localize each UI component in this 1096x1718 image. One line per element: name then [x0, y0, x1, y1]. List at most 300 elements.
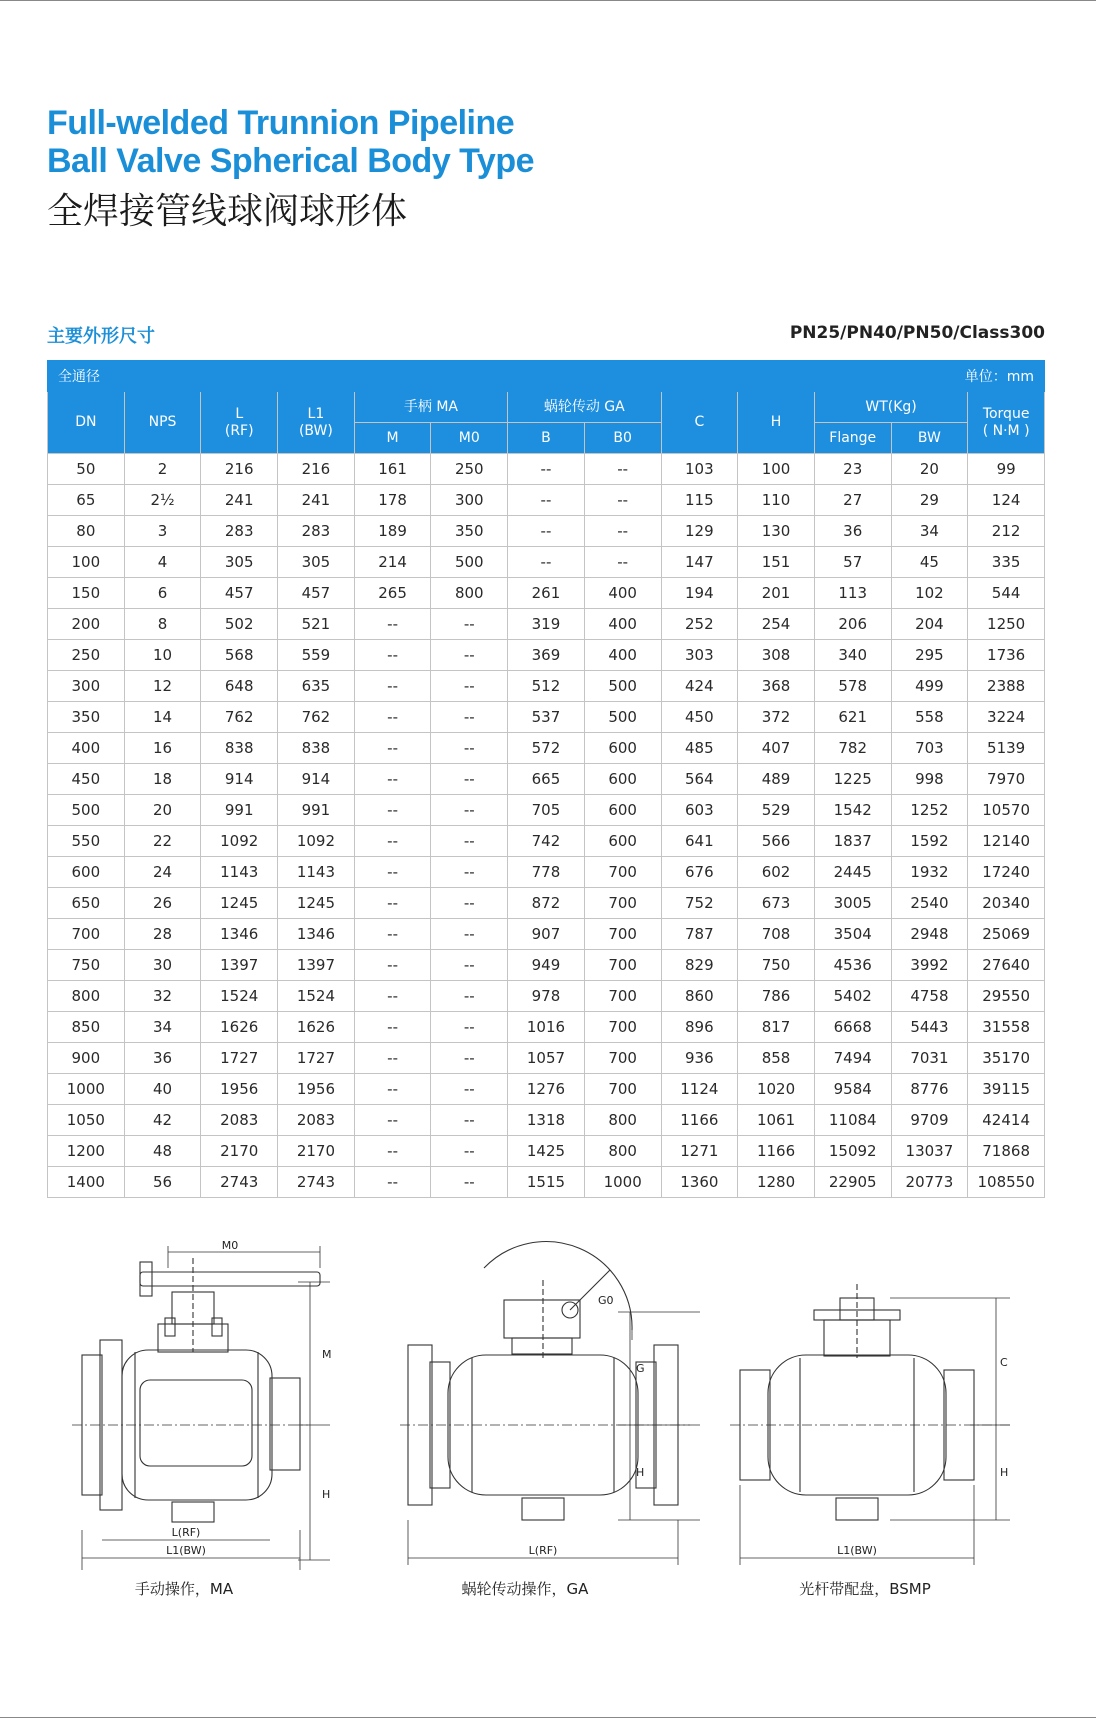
table-cell: --	[431, 981, 508, 1012]
table-row	[48, 857, 1045, 888]
table-cell: 3224	[968, 702, 1045, 733]
table-cell: --	[431, 1136, 508, 1167]
table-cell: 372	[738, 702, 815, 733]
table-cell: 283	[278, 516, 355, 547]
ma-label-m0: M0	[221, 1239, 239, 1252]
table-cell: 2948	[891, 919, 968, 950]
table-cell: --	[431, 702, 508, 733]
table-cell: --	[431, 826, 508, 857]
table-row	[48, 919, 1045, 950]
table-cell: 703	[891, 733, 968, 764]
ga-label-h: H	[636, 1466, 645, 1479]
table-cell: 1956	[278, 1074, 355, 1105]
table-cell: 907	[508, 919, 585, 950]
table-cell: 305	[201, 547, 278, 578]
table-cell: --	[508, 547, 585, 578]
table-cell: --	[354, 1105, 431, 1136]
bsmp-label-l1-bw: L1(BW)	[837, 1544, 877, 1557]
table-cell: 872	[508, 888, 585, 919]
table-cell: --	[584, 516, 661, 547]
table-cell: 1143	[278, 857, 355, 888]
table-cell: 20	[891, 454, 968, 485]
table-row	[48, 733, 1045, 764]
table-cell: 1166	[738, 1136, 815, 1167]
header-l-label: L	[235, 405, 244, 422]
table-cell: 1016	[508, 1012, 585, 1043]
table-cell: 261	[508, 578, 585, 609]
table-cell: 100	[738, 454, 815, 485]
table-cell: 115	[661, 485, 738, 516]
table-row	[48, 981, 1045, 1012]
table-cell: 18	[124, 764, 201, 795]
ga-label-g0: G0	[598, 1294, 614, 1307]
table-cell: 9709	[891, 1105, 968, 1136]
table-cell: 787	[661, 919, 738, 950]
table-cell: 1932	[891, 857, 968, 888]
table-cell: 1626	[278, 1012, 355, 1043]
table-cell: 600	[584, 764, 661, 795]
table-cell: 241	[201, 485, 278, 516]
table-cell: 700	[584, 1074, 661, 1105]
header-b: B	[508, 423, 585, 454]
table-cell: 5139	[968, 733, 1045, 764]
table-cell: 900	[48, 1043, 125, 1074]
table-row	[48, 485, 1045, 516]
table-row	[48, 1105, 1045, 1136]
table-cell: --	[431, 1012, 508, 1043]
table-cell: 500	[584, 671, 661, 702]
table-cell: 914	[278, 764, 355, 795]
table-cell: 2445	[814, 857, 891, 888]
table-cell: 110	[738, 485, 815, 516]
section-title: 主要外形尺寸	[47, 326, 155, 347]
table-row	[48, 702, 1045, 733]
table-cell: 22	[124, 826, 201, 857]
table-cell: 550	[48, 826, 125, 857]
table-row	[48, 1012, 1045, 1043]
header-bw: BW	[891, 423, 968, 454]
table-cell: 529	[738, 795, 815, 826]
table-cell: 15092	[814, 1136, 891, 1167]
table-cell: 368	[738, 671, 815, 702]
table-cell: 206	[814, 609, 891, 640]
table-cell: --	[431, 671, 508, 702]
table-cell: 1143	[201, 857, 278, 888]
table-cell: 991	[201, 795, 278, 826]
table-cell: --	[584, 485, 661, 516]
table-cell: 129	[661, 516, 738, 547]
table-cell: 1092	[278, 826, 355, 857]
table-cell: --	[354, 1167, 431, 1198]
table-cell: 40	[124, 1074, 201, 1105]
table-cell: 7031	[891, 1043, 968, 1074]
table-cell: --	[431, 609, 508, 640]
table-cell: 424	[661, 671, 738, 702]
table-cell: 283	[201, 516, 278, 547]
table-cell: 600	[584, 826, 661, 857]
table-cell: 603	[661, 795, 738, 826]
table-cell: 1252	[891, 795, 968, 826]
table-cell: 3005	[814, 888, 891, 919]
table-cell: 34	[891, 516, 968, 547]
table-cell: 991	[278, 795, 355, 826]
ma-label-h: H	[322, 1488, 331, 1501]
table-cell: 5443	[891, 1012, 968, 1043]
table-cell: 786	[738, 981, 815, 1012]
table-cell: 1592	[891, 826, 968, 857]
table-cell: 20773	[891, 1167, 968, 1198]
table-cell: 254	[738, 609, 815, 640]
table-cell: 65	[48, 485, 125, 516]
table-cell: 300	[48, 671, 125, 702]
table-cell: 742	[508, 826, 585, 857]
table-cell: 214	[354, 547, 431, 578]
table-cell: 1124	[661, 1074, 738, 1105]
table-cell: 500	[48, 795, 125, 826]
table-cell: 99	[968, 454, 1045, 485]
table-row	[48, 516, 1045, 547]
table-cell: 3504	[814, 919, 891, 950]
table-cell: 150	[48, 578, 125, 609]
table-cell: 978	[508, 981, 585, 1012]
title-line-2: Ball Valve Spherical Body Type	[47, 142, 535, 180]
table-cell: --	[354, 981, 431, 1012]
table-cell: 600	[48, 857, 125, 888]
table-cell: 300	[431, 485, 508, 516]
table-row	[48, 578, 1045, 609]
table-cell: 2540	[891, 888, 968, 919]
table-cell: 2743	[278, 1167, 355, 1198]
table-cell: --	[431, 795, 508, 826]
table-cell: 1727	[278, 1043, 355, 1074]
table-cell: 1727	[201, 1043, 278, 1074]
table-cell: 2½	[124, 485, 201, 516]
ga-caption: 蜗轮传动操作，GA	[461, 1580, 589, 1598]
table-row	[48, 454, 1045, 485]
table-cell: 521	[278, 609, 355, 640]
header-l1-sub: (BW)	[298, 422, 333, 439]
table-row	[48, 764, 1045, 795]
table-cell: 1276	[508, 1074, 585, 1105]
table-cell: 400	[584, 578, 661, 609]
table-cell: 252	[661, 609, 738, 640]
table-cell: 635	[278, 671, 355, 702]
table-cell: 800	[584, 1136, 661, 1167]
table-row	[48, 1136, 1045, 1167]
table-cell: 308	[738, 640, 815, 671]
table-cell: 800	[48, 981, 125, 1012]
table-cell: 838	[278, 733, 355, 764]
table-cell: 16	[124, 733, 201, 764]
table-cell: 1245	[278, 888, 355, 919]
table-cell: 194	[661, 578, 738, 609]
table-cell: 50	[48, 454, 125, 485]
table-cell: --	[431, 1167, 508, 1198]
header-l	[201, 392, 278, 454]
header-h: H	[738, 392, 815, 454]
table-cell: --	[354, 1012, 431, 1043]
table-cell: 537	[508, 702, 585, 733]
table-cell: 485	[661, 733, 738, 764]
table-cell: 676	[661, 857, 738, 888]
table-cell: 782	[814, 733, 891, 764]
table-cell: 36	[814, 516, 891, 547]
bsmp-label-h: H	[1000, 1466, 1009, 1479]
table-cell: 700	[584, 919, 661, 950]
header-l1	[278, 392, 355, 454]
table-cell: 265	[354, 578, 431, 609]
table-cell: 998	[891, 764, 968, 795]
table-cell: 2083	[278, 1105, 355, 1136]
table-cell: --	[431, 888, 508, 919]
bsmp-label-c: C	[1000, 1356, 1008, 1369]
table-cell: 512	[508, 671, 585, 702]
table-cell: 1360	[661, 1167, 738, 1198]
table-cell: 335	[968, 547, 1045, 578]
table-cell: 936	[661, 1043, 738, 1074]
table-cell: 26	[124, 888, 201, 919]
table-cell: --	[584, 454, 661, 485]
table-cell: 705	[508, 795, 585, 826]
table-cell: 762	[278, 702, 355, 733]
table-cell: 1837	[814, 826, 891, 857]
table-cell: 57	[814, 547, 891, 578]
table-cell: 665	[508, 764, 585, 795]
table-cell: 650	[48, 888, 125, 919]
table-cell: 7494	[814, 1043, 891, 1074]
top-border-line	[0, 0, 1096, 1]
table-cell: --	[431, 733, 508, 764]
table-row	[48, 888, 1045, 919]
table-cell: 1057	[508, 1043, 585, 1074]
table-cell: 1200	[48, 1136, 125, 1167]
header-nps: NPS	[124, 392, 201, 454]
table-cell: 500	[431, 547, 508, 578]
ma-label-l1-bw: L1(BW)	[166, 1544, 206, 1557]
table-cell: 1736	[968, 640, 1045, 671]
table-row	[48, 547, 1045, 578]
table-cell: 1956	[201, 1074, 278, 1105]
table-cell: 201	[738, 578, 815, 609]
table-cell: 600	[584, 795, 661, 826]
table-cell: 3	[124, 516, 201, 547]
table-cell: 250	[48, 640, 125, 671]
table-cell: 319	[508, 609, 585, 640]
table-row	[48, 950, 1045, 981]
table-cell: 1092	[201, 826, 278, 857]
bsmp-caption: 光杆带配盘，BSMP	[799, 1580, 931, 1598]
table-cell: 30	[124, 950, 201, 981]
bsmp-valve-drawing	[730, 1240, 1020, 1570]
table-cell: --	[354, 640, 431, 671]
table-cell: 1250	[968, 609, 1045, 640]
pressure-class-label: PN25/PN40/PN50/Class300	[789, 323, 1045, 343]
ga-valve-drawing	[400, 1240, 700, 1570]
table-cell: 23	[814, 454, 891, 485]
table-cell: 9584	[814, 1074, 891, 1105]
table-cell: 212	[968, 516, 1045, 547]
table-cell: 1397	[278, 950, 355, 981]
table-cell: 216	[278, 454, 355, 485]
table-cell: 12140	[968, 826, 1045, 857]
table-cell: 1626	[201, 1012, 278, 1043]
table-cell: 178	[354, 485, 431, 516]
table-cell: 673	[738, 888, 815, 919]
table-cell: 457	[278, 578, 355, 609]
table-cell: 20340	[968, 888, 1045, 919]
table-cell: 700	[584, 981, 661, 1012]
table-cell: 1271	[661, 1136, 738, 1167]
table-row	[48, 795, 1045, 826]
table-cell: 1542	[814, 795, 891, 826]
table-cell: --	[354, 795, 431, 826]
table-cell: 113	[814, 578, 891, 609]
table-cell: 502	[201, 609, 278, 640]
table-cell: 340	[814, 640, 891, 671]
table-cell: 499	[891, 671, 968, 702]
table-cell: 641	[661, 826, 738, 857]
table-cell: 11084	[814, 1105, 891, 1136]
table-cell: 31558	[968, 1012, 1045, 1043]
table-cell: 13037	[891, 1136, 968, 1167]
table-cell: --	[431, 950, 508, 981]
table-cell: 858	[738, 1043, 815, 1074]
table-cell: 914	[201, 764, 278, 795]
header-m: M	[354, 423, 431, 454]
table-cell: 17240	[968, 857, 1045, 888]
table-cell: 12	[124, 671, 201, 702]
bore-type-label: 全通径	[58, 369, 100, 385]
table-cell: 1425	[508, 1136, 585, 1167]
ma-caption: 手动操作，MA	[134, 1580, 234, 1598]
table-cell: --	[354, 671, 431, 702]
table-cell: 1166	[661, 1105, 738, 1136]
table-cell: 7970	[968, 764, 1045, 795]
table-cell: 29	[891, 485, 968, 516]
header-dn: DN	[48, 392, 125, 454]
table-cell: 850	[48, 1012, 125, 1043]
table-cell: 103	[661, 454, 738, 485]
header-gear-group: 蜗轮传动 GA	[508, 392, 661, 423]
table-cell: 450	[48, 764, 125, 795]
table-cell: 8	[124, 609, 201, 640]
table-cell: 6	[124, 578, 201, 609]
table-cell: 568	[201, 640, 278, 671]
table-cell: 572	[508, 733, 585, 764]
table-cell: --	[354, 609, 431, 640]
table-cell: 1000	[584, 1167, 661, 1198]
table-cell: 752	[661, 888, 738, 919]
table-cell: 2743	[201, 1167, 278, 1198]
header-l-sub: (RF)	[224, 422, 254, 439]
table-cell: 1061	[738, 1105, 815, 1136]
table-cell: --	[354, 1043, 431, 1074]
table-cell: 602	[738, 857, 815, 888]
table-cell: 39115	[968, 1074, 1045, 1105]
header-torque-label: Torque	[982, 405, 1030, 422]
table-cell: 700	[584, 1012, 661, 1043]
table-cell: 4	[124, 547, 201, 578]
table-cell: 1346	[278, 919, 355, 950]
header-l1-label: L1	[307, 405, 325, 422]
table-cell: --	[354, 1074, 431, 1105]
table-cell: 350	[431, 516, 508, 547]
table-cell: 407	[738, 733, 815, 764]
table-cell: 14	[124, 702, 201, 733]
table-cell: 829	[661, 950, 738, 981]
table-cell: 48	[124, 1136, 201, 1167]
table-cell: 45	[891, 547, 968, 578]
table-cell: 350	[48, 702, 125, 733]
table-cell: --	[354, 1136, 431, 1167]
table-cell: 566	[738, 826, 815, 857]
table-cell: 817	[738, 1012, 815, 1043]
table-cell: --	[431, 1074, 508, 1105]
table-row	[48, 826, 1045, 857]
table-cell: 564	[661, 764, 738, 795]
table-cell: 303	[661, 640, 738, 671]
table-cell: --	[431, 1043, 508, 1074]
header-torque-sub: ( N·M )	[982, 422, 1030, 439]
table-cell: 600	[584, 733, 661, 764]
table-cell: 1020	[738, 1074, 815, 1105]
table-cell: 400	[584, 609, 661, 640]
table-cell: --	[354, 950, 431, 981]
table-cell: 708	[738, 919, 815, 950]
table-cell: 22905	[814, 1167, 891, 1198]
table-row	[48, 671, 1045, 702]
table-cell: 35170	[968, 1043, 1045, 1074]
table-cell: 32	[124, 981, 201, 1012]
table-cell: 762	[201, 702, 278, 733]
table-cell: 400	[584, 640, 661, 671]
table-cell: 29550	[968, 981, 1045, 1012]
table-cell: 1280	[738, 1167, 815, 1198]
table-cell: 1397	[201, 950, 278, 981]
table-cell: 130	[738, 516, 815, 547]
table-cell: 489	[738, 764, 815, 795]
ma-label-l-rf: L(RF)	[171, 1526, 201, 1539]
header-m0: M0	[431, 423, 508, 454]
table-cell: 1318	[508, 1105, 585, 1136]
table-cell: 3992	[891, 950, 968, 981]
table-cell: 558	[891, 702, 968, 733]
table-cell: 151	[738, 547, 815, 578]
table-cell: 27	[814, 485, 891, 516]
table-cell: 1050	[48, 1105, 125, 1136]
table-cell: 108550	[968, 1167, 1045, 1198]
table-cell: 700	[584, 1043, 661, 1074]
table-cell: 369	[508, 640, 585, 671]
table-cell: 28	[124, 919, 201, 950]
header-handle-group: 手柄 MA	[354, 392, 507, 423]
table-cell: --	[354, 826, 431, 857]
table-cell: 24	[124, 857, 201, 888]
table-cell: 1515	[508, 1167, 585, 1198]
header-b0: B0	[584, 423, 661, 454]
table-cell: --	[508, 516, 585, 547]
table-cell: 750	[738, 950, 815, 981]
table-cell: 700	[48, 919, 125, 950]
table-row	[48, 1043, 1045, 1074]
table-cell: 544	[968, 578, 1045, 609]
table-cell: 34	[124, 1012, 201, 1043]
table-cell: 838	[201, 733, 278, 764]
table-cell: --	[431, 1105, 508, 1136]
table-cell: 800	[584, 1105, 661, 1136]
ga-label-l-rf: L(RF)	[528, 1544, 558, 1557]
table-cell: 124	[968, 485, 1045, 516]
